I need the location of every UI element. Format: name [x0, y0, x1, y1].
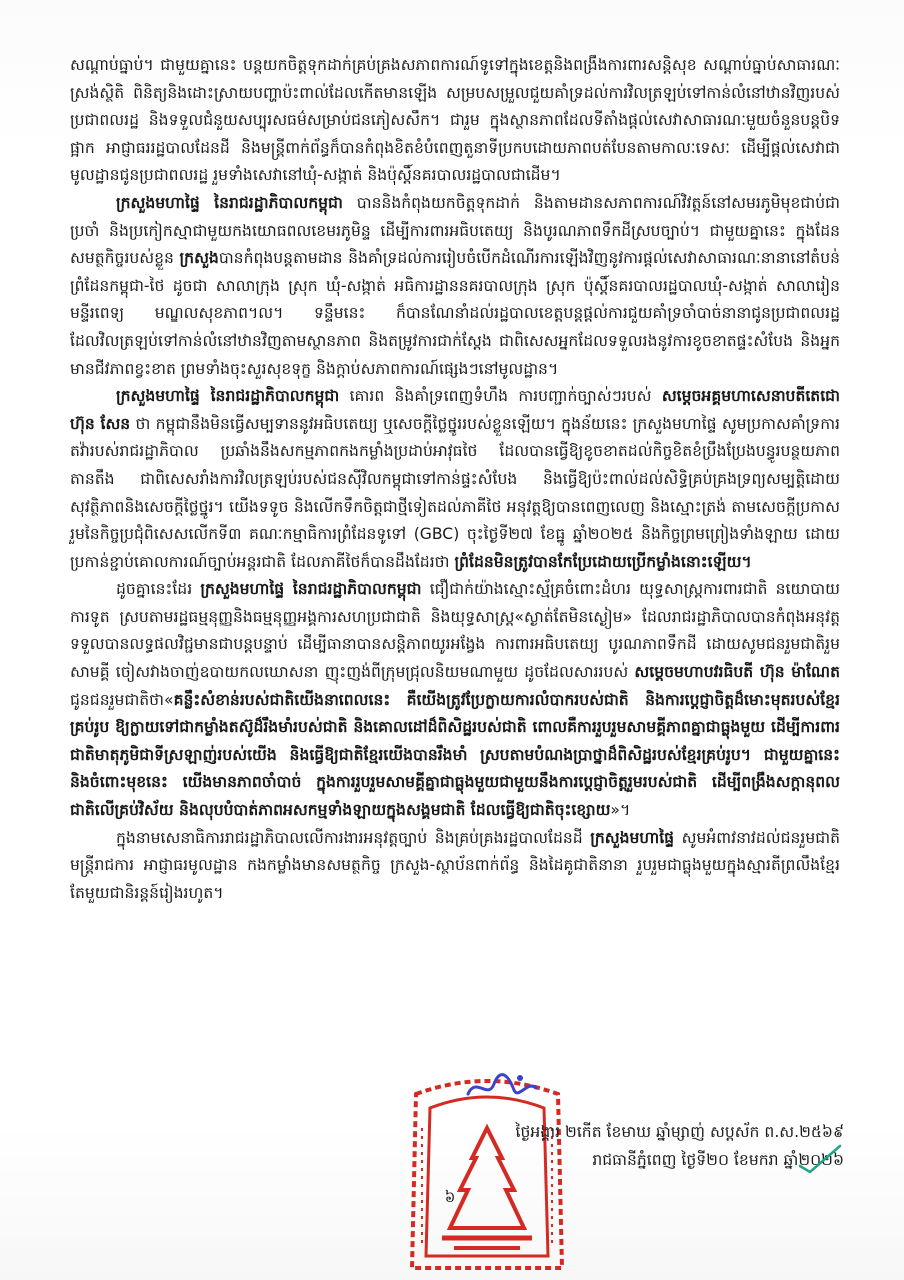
bold-text-run: ព្រំដែនមិនត្រូវបានកែប្រែដោយប្រើកម្លាំងនោះឡើយ។	[454, 552, 752, 571]
bold-text-run: គន្លឹះសំខាន់របស់ជាតិយើងនាពេលនេះ គឺយើងត្រូវប្រែក្លាយការលំបាករបស់ជាតិ និងការប្តេជ្ញាចិត្តដ៏មោះមុតរបស់ខ្មែរគ្រប់រូប ឱ្យក្លាយទៅជាកម្លាំងតស៊ូដ៏រឹងមាំរបស់ជាតិ និងគោលដៅដ៏ពិសិដ្ឋរបស់ជាតិ ពោលគឺការរួបរួមសាមគ្គីភាពគ្នាជាធ្លុងមួយ ដើម្បីការពារជាតិមាតុភូមិជាទីស្រឡាញ់របស់យើង និងធ្វើឱ្យជាតិខ្មែរយើងបានរឹងមាំ ស្របតាមបំណងប្រាថ្នាដ៏ពិសិដ្ឋរបស់ខ្មែរគ្រប់រូប។ ជាមួយគ្នានេះ និងចំពោះមុខនេះ យើងមានភាពចាំបាច់ ក្នុងការរួបរួមសាមគ្គីគ្នាជាធ្លុងមួយជាមួយនឹងការប្តេជ្ញាចិត្តរួមរបស់ជាតិ ដើម្បីពង្រឹងសក្តានុពលជាតិលើគ្រប់វិស័យ និងលុបបំបាត់ភាពអសកម្មទាំងឡាយក្នុងសង្គមជាតិ ដែលធ្វើឱ្យជាតិចុះខ្សោយ	[70, 690, 840, 820]
text-run: »។	[610, 801, 631, 820]
text-run: ជូនជនរួមជាតិថា«	[70, 690, 174, 709]
bold-text-run: ក្រសួងមហាផ្ទៃ នៃរាជរដ្ឋាភិបាលកម្ពុជា	[200, 580, 422, 599]
bold-text-run: ក្រសួងមហាផ្ទៃ នៃរាជរដ្ឋាភិបាលកម្ពុជា	[116, 387, 340, 406]
page-number: ៦	[444, 1188, 456, 1206]
signature-date-block	[404, 1118, 844, 1174]
paragraph	[70, 383, 840, 576]
paragraph	[70, 825, 840, 908]
paragraph	[70, 52, 840, 190]
text-run: សូមអំពាវនាវដល់ជនរួមជាតិ មន្ត្រីរាជការ អាជ្ញាធរមូលដ្ឋាន កងកម្លាំងមានសមត្ថកិច្ច ក្រសួង-ស្ថាប័នពាក់ព័ន្ធ និងដៃគូជាតិនានា រួបរួមជាធ្លុងមួយក្នុងស្មារតីព្រលឹងខ្មែរតែមួយជានិរន្តន៍រៀងរហូត។	[70, 828, 840, 902]
text-run: គោរព និងគាំទ្រពេញទំហឹង ការបញ្ជាក់ច្បាស់ៗរបស់	[339, 387, 662, 406]
bold-text-run: ក្រសួង	[179, 249, 219, 268]
text-run: ដូចគ្នានេះដែរ	[116, 580, 201, 599]
bold-text-run: សម្តេចមហាបវរធិបតី ហ៊ុន ម៉ាណែត	[634, 663, 840, 682]
text-run: ជឿជាក់យ៉ាងស្មោះស្ម័គ្រចំពោះដំហរ យុទ្ធសាស្ត្រការពារជាតិ នយោបាយការទូត ស្របតាមរដ្ឋធម្មនុញ្ញនិងធម្មនុញ្ញអង្គការសហប្រជាជាតិ និងយុទ្ធសាស្ត្រ«ស្ងាត់តែមិនស្ងៀម» ដែលរាជរដ្ឋាភិបាលបានកំពុងអនុវត្តទទួលបានលទ្ធផលវិជ្ជមានជាបន្តបន្ទាប់ ដើម្បីធានាបានសន្តិភាពយូរអង្វែង ការពារអធិបតេយ្យ បូរណភាពទឹកដី ដោយសូមជនរួមជាតិរួមសាមគ្គី ចៀសវាងចាញ់ឧបាយកលឃោសនា ញុះញង់ពីក្រុមជ្រុលនិយមណាមួយ ដូចដែលសាររបស់	[70, 580, 840, 682]
text-run: ថា កម្ពុជានឹងមិនធ្វើសម្បទាននូវអធិបតេយ្យ ឬសេចក្តីថ្លៃថ្នូររបស់ខ្លួនឡើយ។ ក្នុងន័យនេះ ក្រសួងមហាផ្ទៃ សូមប្រកាសគាំទ្រការតវ៉ារបស់រាជរដ្ឋាភិបាល ប្រឆាំងនឹងសកម្មភាពកងកម្លាំងប្រដាប់អាវុធថៃ ដែលបានធ្វើឱ្យខូចខាតដល់កិច្ចខិតខំប្រឹងប្រែងបន្ធូរបន្ថយភាពតានតឹង ជាពិសេសរាំងការវិលត្រឡប់របស់ជនស៊ីវិលកម្ពុជាទៅកាន់ផ្ទះសំបែង និងធ្វើឱ្យប៉ះពាល់ដល់សិទ្ធិគ្រប់គ្រងទ្រព្យសម្បត្តិដោយសុវត្ថិភាពនិងសេចក្តីថ្លៃថ្នូរ។ យើងទទូច និងលើកទឹកចិត្តជាថ្មីទៀតដល់ភាគីថៃ អនុវត្តឱ្យបានពេញលេញ និងស្មោះត្រង់ តាមសេចក្តីប្រកាសរួមនៃកិច្ចប្រជុំពិសេសលើកទី៣ គណៈកម្មាធិការព្រំដែនទូទៅ (GBC) ចុះថ្ងៃទី២៧ ខែធ្នូ ឆ្នាំ២០២៥ និងកិច្ចព្រមព្រៀងទាំងឡាយ ដោយប្រកាន់ខ្ជាប់គោលការណ៍ច្បាប់អន្តរជាតិ ដែលភាគីថៃក៏បានដឹងដែរថា	[70, 414, 841, 571]
bold-text-run: ក្រសួងមហាផ្ទៃ	[590, 828, 675, 847]
paragraph	[70, 576, 840, 824]
text-run: បានកំពុងបន្តតាមដាន និងគាំទ្រដល់ការរៀបចំបើកដំណើរការឡើងវិញនូវការផ្តល់សេវាសាធារណៈនានានៅតំបន់ព្រំដែនកម្ពុជា-ថៃ ដូចជា សាលាក្រុង ស្រុក ឃុំ-សង្កាត់ អធិការដ្ឋាននគរបាលក្រុង ស្រុក ប៉ុស្តិ៍នគរបាលរដ្ឋបាលឃុំ-សង្កាត់ សាលារៀន មន្ទីរពេទ្យ មណ្ឌលសុខភាព។ល។ ទន្ទឹមនេះ ក៏បានណែនាំដល់រដ្ឋបាលខេត្តបន្តផ្តល់ការជួយគាំទ្រចាំបាច់នានាជូនប្រជាពលរដ្ឋដែលវិលត្រឡប់ទៅកាន់លំនៅឋានវិញតាមស្ថានភាព និងតម្រូវការជាក់ស្តែង ជាពិសេសអ្នកដែលទទួលរងនូវការខូចខាតផ្ទះសំបែង និងអ្នកមានជីវភាពខ្វះខាត ព្រមទាំងចុះសួរសុខទុក្ខ និងក្តាប់សភាពការណ៍ផ្សេងៗនៅមូលដ្ឋាន។	[70, 249, 840, 378]
paragraph	[70, 190, 840, 383]
document-body	[70, 52, 840, 907]
text-run: បាននិងកំពុងយកចិត្តទុកដាក់ និងតាមដានសភាពការណ៍វិវត្តន៍នៅសមរភូមិមុខជាប់ជាប្រចាំ និងប្រកៀកស្មាជាមួយកងយោធពលខេមរភូមិន្ទ ដើម្បីការពារអធិបតេយ្យ និងបូរណភាពទឹកដីស្របច្បាប់។ ជាមួយគ្នានេះ ក្នុងដែនសមត្ថកិច្ចរបស់ខ្លួន	[70, 193, 840, 268]
official-seal	[402, 1068, 572, 1280]
handwritten-signature	[462, 1070, 542, 1106]
bold-text-run: សម្តេចអគ្គមហាសេនាបតីតេជោ ហ៊ុន សែន	[70, 387, 840, 433]
lunar-date: ថ្ងៃអង្គារ ២កើត ខែមាឃ ឆ្នាំម្សាញ់ សប្តស័ក ព.ស.២៥៦៩	[515, 1123, 844, 1141]
text-run: សណ្តាប់ធ្នាប់។ ជាមួយគ្នានេះ បន្តយកចិត្តទុកដាក់គ្រប់គ្រងសភាពការណ៍ទូទៅក្នុងខេត្តនិងពង្រឹងការពារសន្តិសុខ សណ្តាប់ធ្នាប់សាធារណៈ ស្រង់ស្ថិតិ ពិនិត្យនិងដោះស្រាយបញ្ហាប៉ះពាល់ដែលកើតមានឡើង សម្របសម្រួលជួយគាំទ្រដល់ការវិលត្រឡប់ទៅកាន់លំនៅឋានវិញរបស់ប្រជាពលរដ្ឋ និងទទួលជំនួយសប្បុរសធម៌សម្រាប់ជនភៀសសឹក។ ជារួម ក្នុងស្ថានភាពដែលទីតាំងផ្តល់សេវាសាធារណៈមួយចំនួនបន្តបិទផ្អាក អាជ្ញាធររដ្ឋបាលដែនដី និងមន្ត្រីពាក់ព័ន្ធក៏បានកំពុងខិតខំបំពេញតួនាទីប្រកបដោយភាពបត់បែនតាមកាលៈទេសៈ ដើម្បីផ្តល់សេវាជាមូលដ្ឋានជូនប្រជាពលរដ្ឋ រួមទាំងសេវានៅឃុំ-សង្កាត់ និងប៉ុស្តិ៍នគរបាលរដ្ឋបាលជាដើម។	[70, 56, 840, 185]
solar-date: រាជធានីភ្នំពេញ ថ្ងៃទី២០ ខែមករា ឆ្នាំ២០២៦	[592, 1151, 844, 1169]
bold-text-run: ក្រសួងមហាផ្ទៃ នៃរាជរដ្ឋាភិបាលកម្ពុជា	[116, 193, 343, 212]
text-run: ក្នុងនាមសេនាធិការរាជរដ្ឋាភិបាលលើការងារអនុវត្តច្បាប់ និងគ្រប់គ្រងរដ្ឋបាលដែនដី	[116, 828, 591, 847]
